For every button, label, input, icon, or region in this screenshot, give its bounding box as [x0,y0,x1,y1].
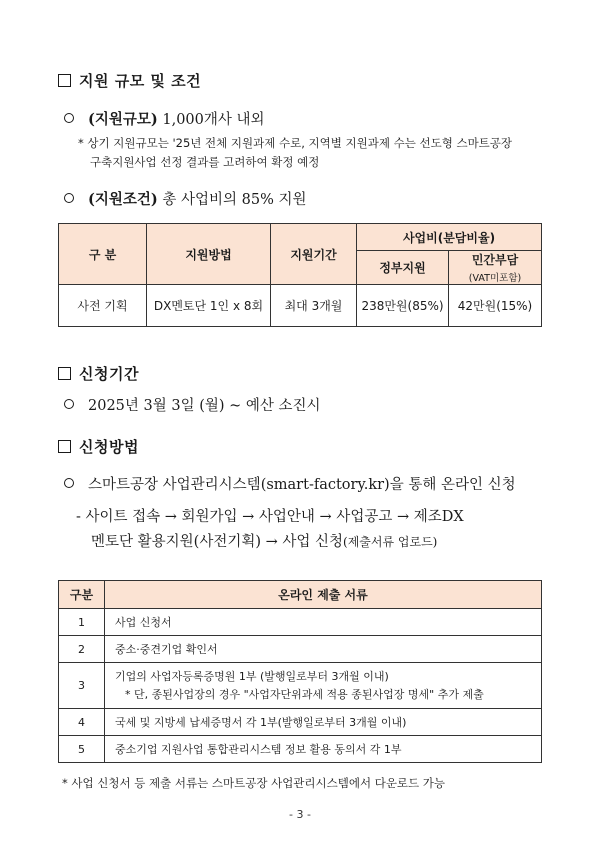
checkbox-square-icon [58,440,71,453]
cell-gov-support: 238만원(85%) [357,285,449,327]
section-title-application-method: 신청방법 [58,436,139,457]
header-private-share: 민간부담 (VAT미포함) [449,251,542,285]
header-gov-support: 정부지원 [357,251,449,285]
header-period: 지원기간 [271,224,357,285]
circle-bullet-icon [64,193,74,203]
table-row: 3 기업의 사업자등록증명원 1부 (발행일로부터 3개월 이내) * 단, 종된사업장의 경우 "사업자단위과세 적용 종된사업장 명세" 추가 제출 [59,663,542,709]
support-conditions-table [58,223,542,327]
table-row: 4 국세 및 지방세 납세증명서 각 1부(발행일로부터 3개월 이내) [59,709,542,736]
header-cost: 사업비(분담비율) [357,224,542,251]
support-scale-bullet [64,108,265,129]
support-condition-label: (지원조건) [88,191,158,208]
circle-bullet-icon [64,399,74,409]
header-category: 구 분 [59,224,147,285]
support-scale-value: 1,000개사 내외 [162,112,265,128]
required-documents-table [58,580,542,763]
cell-category: 사전 기획 [59,285,147,327]
application-method-bullet: 스마트공장 사업관리시스템(smart-factory.kr)을 통해 온라인 신청 [64,473,516,494]
cell-period: 최대 3개월 [271,285,357,327]
checkbox-square-icon [58,367,71,380]
support-condition-bullet [64,188,306,209]
checkbox-square-icon [58,74,71,87]
application-steps: - 사이트 접속 → 회원가입 → 사업안내 → 사업공고 → 제조DX 멘토단 활용지원(사전기획) → 사업 신청(제출서류 업로드) [76,509,464,550]
support-scale-note: * 상기 지원규모는 '25년 전체 지원과제 수로, 지역별 지원과제 수는 선도형 스마트공장 구축지원사업 선정 결과를 고려하여 확정 예정 [78,136,513,169]
circle-bullet-icon [64,113,74,123]
page-number: - 3 - [289,808,311,821]
application-period-bullet: 2025년 3월 3일 (월) ~ 예산 소진시 [64,394,321,415]
support-condition-value: 총 사업비의 85% 지원 [162,192,307,208]
cell-method: DX멘토단 1인 x 8회 [147,285,271,327]
header-method: 지원방법 [147,224,271,285]
cell-private-share: 42만원(15%) [449,285,542,327]
header-doc: 온라인 제출 서류 [105,581,542,609]
documents-footnote: * 사업 신청서 등 제출 서류는 스마트공장 사업관리시스템에서 다운로드 가능 [62,776,446,790]
header-num: 구분 [59,581,105,609]
circle-bullet-icon [64,478,74,488]
section-title-support-scale: 지원 규모 및 조건 [58,70,201,91]
table-row: 2 중소·중견기업 확인서 [59,636,542,663]
table-row: 1 사업 신청서 [59,609,542,636]
table-row [59,285,542,327]
section-title-application-period: 신청기간 [58,363,139,384]
support-scale-label: (지원규모) [88,111,158,128]
table-row: 5 중소기업 지원사업 통합관리시스템 정보 활용 동의서 각 1부 [59,736,542,763]
